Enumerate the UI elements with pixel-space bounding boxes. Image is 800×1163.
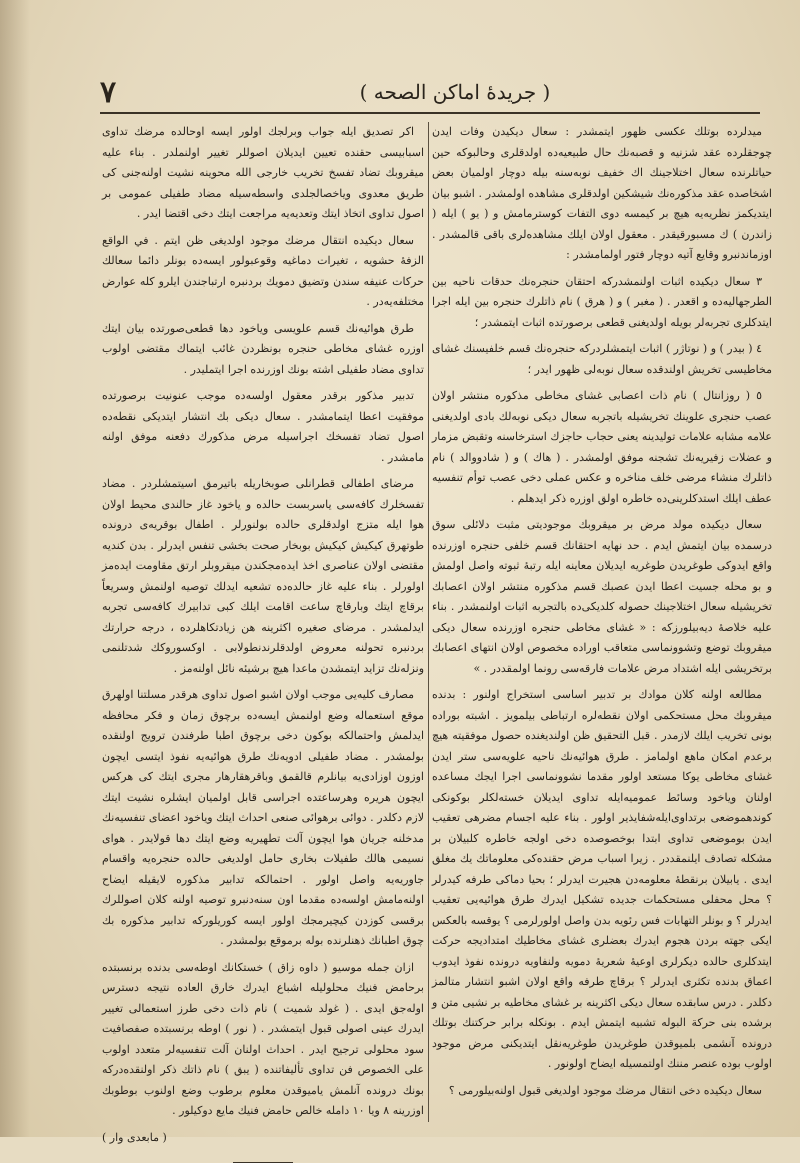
right-column: [432, 122, 772, 1122]
running-title: ( جريدهٔ اماكن الصحه ): [359, 80, 551, 104]
column-divider: [428, 122, 429, 1122]
paragraph: سعال دیكیده دخی انتقال مرضك موجود اولديغی قبول اولنه‌بيلورمی ؟: [448, 1083, 762, 1097]
paragraph: میدلرده بوتلك عكسی ظهور ايتمشدر : سعال دیكیدن وفات ايدن چوجقلرده عقد شزنيه و قصبه‌نك حال طبيعيه‌ده اولدقلری وحالبوكه حين حياتلرنده سعال اختلاجينك اك خفيف نوبه‌سنه بيله دوچار اولميان بعض اشخاصده عقد مذكوره‌نك شيشكين اولدقلری مشاهده اولمشدر . اشبو بيان ايتديكمز نظريه‌يه هيچ بر كيمسه دوی التفات كوسترمامش و ( يو ) ايله ( زاندرن ) ك مسبورقيقدر . معقول اولان ايلك مشاهده‌لری باقی قالمشدر . اوزماندنبرو وقايع آتيه دوچار فتور اولمامشدر :: [432, 125, 772, 261]
paragraph: اكر تصديق ايله جواب وبرلجك اولور ايسه اوحالده مرضك تداوی اسبابيسی حقنده تعيين ايديلان اصوللر تغيير اولنملدر . بناء عليه ميقروبك تضاد تفسخ تخريب خارجی الله محوينه نشيت اولنه‌جنی كی طريق معدوی وياخصالجلدی واسطه‌سيله مضاد طفيلی عمومی بر اصول تداوی اتخاذ ايتك وتعديه‌يه مراجعت ايتك دخی اقتضا ايدر .: [102, 125, 424, 220]
left-column: [102, 122, 424, 1144]
paragraph: مرضای اطفالی قطرانلی صوبخاريله باتيرمق اسيتمشلردر . مضاد تفسخلرك كافه‌سی ياسربست حالده و ياخود غاز حالندی محيط اولان هوا ايله متزج اولدقلری حالده بولنورلر . اطفال بوقريه‌ی درونده طوتهرق كيكيش كيكيش بوبخار صحت بخشی تنفس ايدرلر . بدن كنديه مقتضی اولان عناصری اخذ ايده‌مجكندن ميقروبلر ارتق مقاومت ايده‌مز اولورلر . بناء عليه غاز حالده‌ده تشعيه ايدلك توصيه اولنمش وسريعاً برقاچ ايتك وبارقاچ ساعت اقامت ايلك كبی تدابيرك كافه‌سی تجربه ايدلمشدر . مرضای صغيره اكثرينه هن زيادتكاهلرده ، درجه حرارتك بردنبره تحولنه معروض اولدقلرندنطولابی . اوكسوروكك شدتلنمی ونزله‌نك تزايد ايتمشدن ماعدا هيچ برشيئه نائل اولنه‌مز .: [102, 477, 424, 675]
to-be-continued: ( مابعدی وار ): [102, 1130, 167, 1144]
paragraph: مصارف كليه‌يی موجب اولان اشبو اصول تداوی هرقدر مسلتنا اولهرق موقع استعماله وضع اولنمش ايسه‌ده برچوق زمان و فكر محافظه ايدلمش واحتمالكه بوكون دخی برچوق اطبا طرفندن ترويج اولنقده بولمشدر . مضاد طفيلی ادويه‌نك طرق هوائيه‌يه نفوذ ايتسی ايچون اوزون اوزادی‌يه بيانلرم قالقمق وباقرهقارهار مجری ايتك كی هركس ايچون هريره وهرساعتده اجراسی قابل اولميان ايشلره نشيت ايتك لازم دكلدر . دوائی برهوائی صنعی احداث ايتك وياخود اعضای تنفسيه‌نك مدخلنه جريان هوا ايچون آلت تطهيريه وضع ايتك دها قولايدر . هوای نسيمی هالك طفيلات بخاری حامل اولديغی حالده حنجره‌يه واقسام جاوريه‌يه واصل اولور . احتمالكه تدابير مذكوره لايقيله ايضاح اولنه‌مامش اولسه‌ده مقدما اون سنه‌دنبرو توصيه اولنه كلان اصوللرك برقسی كوزدن كيچيرمجك اولور ايسه كوريلوركه تدابير مذكوره بك چوق اطبانك ذهنلرنده بوله برموقع بولمشدر .: [102, 688, 424, 947]
paragraph: سعال دیكیده مولد مرض بر ميقروبك موجوديتی مثبت دلائلی سوق درسمده بيان ايتمش ايدم . حد نهايه احتقانك قسم خلفی حنجره اوزرنده واقع ايدوكی طوغريدن طوغريه ايديلان معاينه ايله رتبهٔ ثبوته واصل اولمش و بو محله جسيت اعطا ايدن عصبك قسم مذكوره منتشر اولان اعصابك تخريشيله سعال اختلاجينك حصوله كلديكی‌ده بالتجربه اثبات اولنمشدر . بناء عليه خلاصهٔ ديه‌بيلورزكه : « غشای مخاطی حنجره اوزرنده سعال دیكی ميقروبك توضع وتشوونماسی متعاقب اوراده مخصوص اولان انتهای اعصابك برتخريشی ايله اشتداد مرض علامات فارقه‌سی رونما اولمقددر . »: [432, 518, 772, 675]
paragraph: ٤ ( بيدر ) و ( نوتاژر ) اثبات ايتمشلردركه حنجره‌نك قسم خلفيسنك غشای مخاطيسی تخريش اولندقده سعال نوبه‌لی ظهور ايدر ؛: [432, 342, 772, 376]
header-rule: [100, 112, 760, 114]
page-edge-shadow: [0, 0, 30, 1137]
page-number: ٧: [100, 74, 117, 110]
page-header: [100, 72, 760, 112]
paragraph: ٥ ( روزانتال ) نام ذات اعصابی غشای مخاطی مذكوره منتشر اولان عصب حنجری علوینك تخريشيله باتجربه سعال دیكی نوبه‌لك بادی اولديغنی علامه مشابه علامات توليدینه يعنی حجاب حاجزك استرخاسنه وتقبض مزمار و عضلات زفيريه‌نك تشجنه موفق اولمشدر . ( هاك ) و ( شادووالد ) نام ذاتلرك منشاء مرضی خلف مناخره و عكس عملی دخی عصب توأم تنفسيه عطف ايلك استدكلرينی‌ده خاطره اولق اوزره ذكر ايدهلم .: [432, 389, 772, 505]
paragraph: مطالعه اولنه كلان موادك بر تدبير اساسی استخراج اولنور : بدنده ميقروبك محل مستحكمی اولان نقطه‌لره ارتباطی بيلمويز . اشبته بوراده بونی تخريب ايلك لازمدر . قبل التحقيق ظن اولنديغنده حصول موفقيته هيچ برعدم امكان ماهع اولمامز . طرق هوائيه‌نك ناحيه علويه‌سی ستر ايدن غشای مخاطی يوكا مستعد اولور مقدما نشوونماسی اجرا ايجك مساعده اولنان وياخود وسائط عموميه‌ايله تداوی ايديلان خسته‌لكلر بوكونكی كوندهموضعی برتداوی‌ايله‌شفايذير اولور . بناء عليه اجسام مضرهی تعقيب ايدن بوموضعی تداوی ابتدا بوخصوصده دخی اولجه خاطره كلبيلان بر مشكله تصادف ايلنمقددر . زيرا اسباب مرض حقنده‌كی معلوماتك يك مغلق ايدی . يابيلان برنقطهٔ معلومه‌دن هجيرت ايدرلر ؛ بحيا دماكی طرفه كيدرلر ؟ محل محفلی مستحكمات جديده تشكيل ايدرك طرق هوائيه‌يی تعقيب ايدرلر ؟ و بونلر التهابات فس رئويه بدن واصل اولورلرمی ؟ يوقسه بالعكس ايكی جهته بردن هجوم ايدرك بعضلری غشای مخاطيك امتداديجه حركت ايتدكلری حالده ديكرلری اوعيهٔ شعريهٔ دمويه ولنفاويه درونده نفوذ ايدوب اعماق بدنده تكثری ايدرلر ؟ برقاچ طرفه واقع اولان اشبو انتشار متالمز دكلدر . درس سابقده سعال دیكی اكثرينه بر غشای مخاطيه بر نشيی متن و برشده بنی حركة البوله تشبيه ايتمش ايدم . بونكله برابر حركتنك بوتلك درونده آنشمی بلميوقدن طوغريدن طوغريه‌نقل ايتديكنی مرض موجود اولوب بوده عنصر مننك اولتمسيله ايضاح اولونور .: [432, 688, 772, 1070]
paragraph: سعال دیكیده انتقال مرضك موجود اولديغی ظن ايتم . في الواقع الزفهٔ حشويه ، تغيرات دماغيه وقوعبولور ايسه‌ده بونلر دائما سعالك حركات عنيفه سندن وتضيق دمويك بردنبره ارتباجندن ايلرو كله عوارض مختلفه‌يه‌در .: [102, 233, 424, 308]
paragraph: تدبير مذكور برقدر معقول اولسه‌ده موجب عنونيت برصورتده موفقيت اعطا ايتمامشدر . سعال دیكی بك انتشار ايتديكی نقطه‌ده اصول تضاد تفسخك اجراسيله مرض مذكورك دفعنه موفق اولنه مامشدر .: [102, 389, 424, 464]
paragraph: ازان جمله موسيو ( داوه زاق ) خستكانك اوطه‌سی بدنده برنسبتده برحامض فنيك محلوليله اشباع ايدرك خارق العاده نتيجه دسترس اوله‌جق ايدی . ( غولد شميت ) نام ذات دخی طرز استعمالی تغيير ايدرك عينی اصولی قبول ايتمشدر . ( نور ) اوطه برنسبتده صفصافيت سود محلولی ترجيح ايدر . احداث اولنان آلت تنفسيه‌لر متعدد اولوب علی الخصوص فن تداوی تأليفاتنده ( يبق ) نام ذاتك ذكر اولنقده‌دركه بونك درونده آنلمش ياميوقدن معلوم برطوب وضع اولنوب بوطوبك اوزرينه ٨ ويا ١٠ دامله خالص حامض فنيك مايع دوكيلور .: [102, 960, 424, 1117]
paragraph: ٣ سعال دیكیده اثبات اولنمشدركه احتقان حنجره‌نك حدقات ناحيه بين الطرجهاليه‌ده و اقعدر . ( مغبر ) و ( هرق ) نام ذاتلرك حنجره بين ايله اجرا ايتدكلری تجربه‌لر بويله اولديغنی قطعی برصورتده اثبات ايتمشدر ؛: [432, 274, 772, 329]
paragraph: طرق هوائيه‌نك قسم علويسی وياخود دها قطعی‌صورتده بيان ايتك اوزره غشای مخاطی حنجره بونظردن غائب ايتماك مقتضی اولوب تداوی مضاد طفيلی اشته بونك اوزرنده اجرا ايتمليدر .: [102, 321, 424, 376]
